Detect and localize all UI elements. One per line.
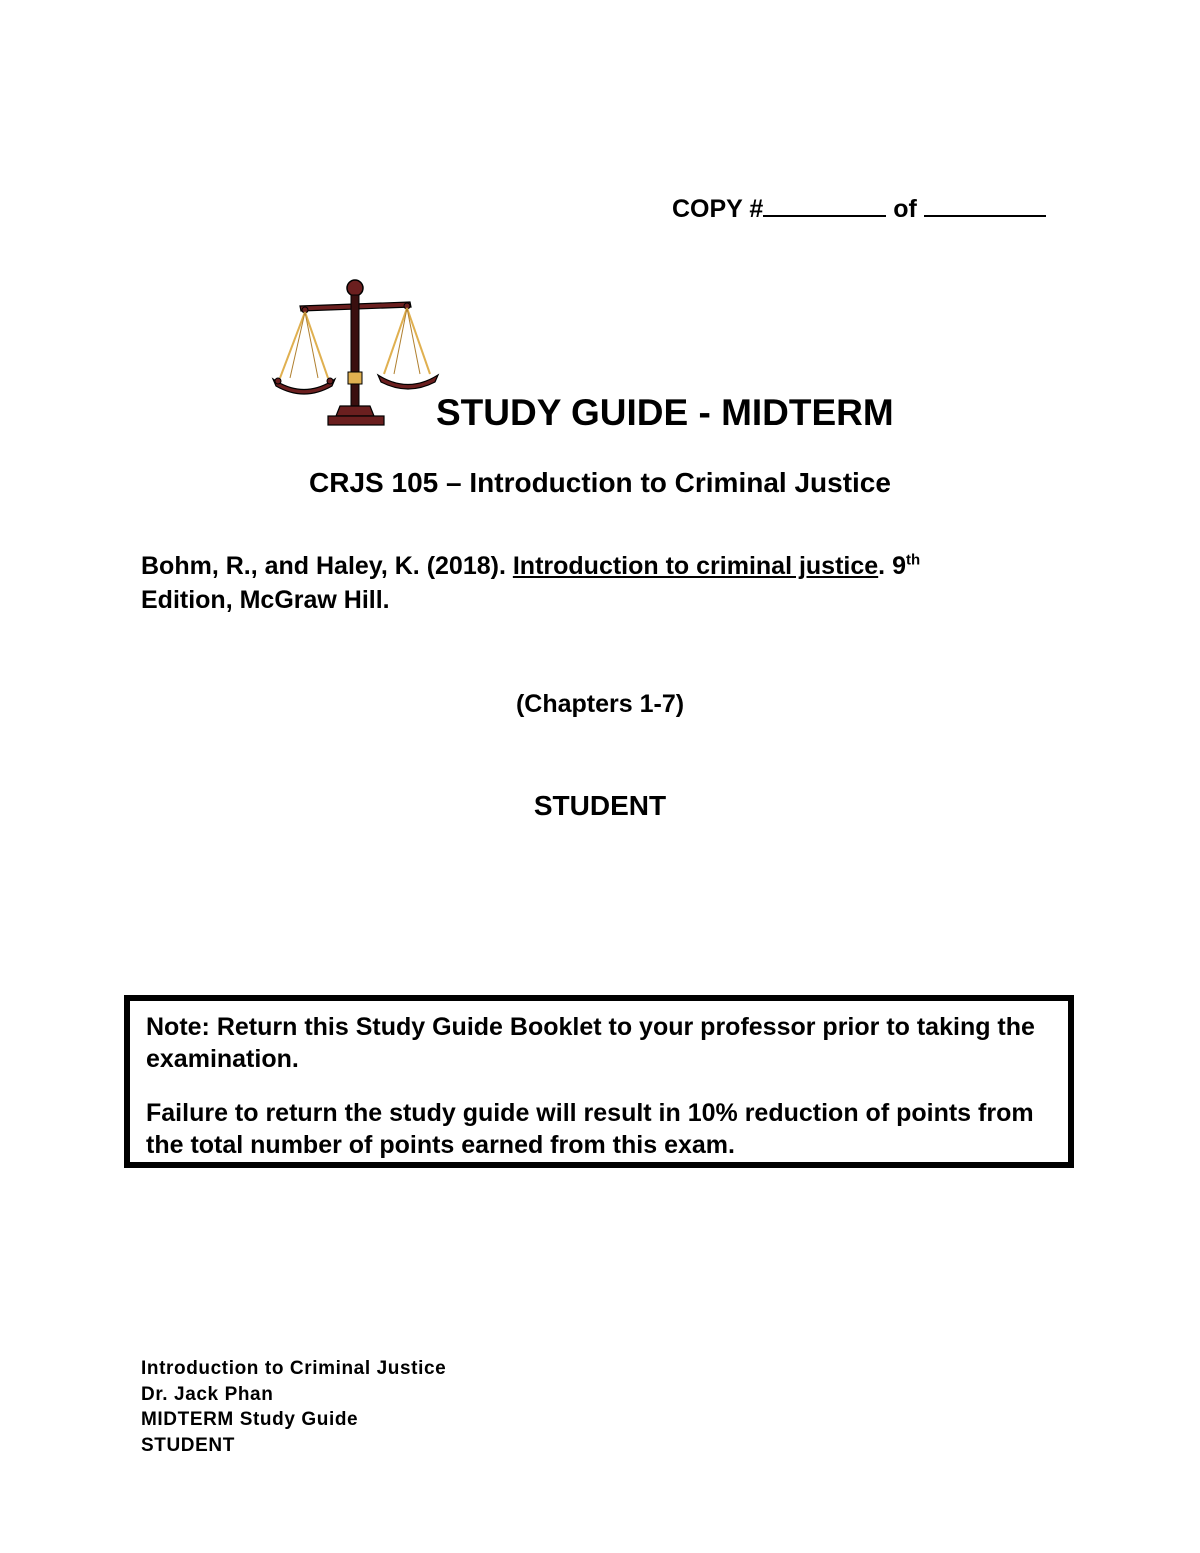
- copy-of-label: of: [886, 195, 924, 223]
- copy-total-blank: [924, 193, 1046, 217]
- scales-of-justice-icon: [270, 278, 442, 430]
- copy-number-line: [672, 193, 1046, 224]
- textbook-citation: [141, 549, 920, 617]
- note-penalty-warning: Failure to return the study guide will result in 10% reduction of points from the total number of points earned from this exam.: [146, 1099, 1034, 1159]
- citation-authors: Bohm, R., and Haley, K. (2018).: [141, 552, 513, 580]
- citation-line-1: [141, 549, 920, 583]
- citation-edition-number: . 9: [878, 552, 906, 580]
- note-box: [124, 995, 1074, 1168]
- copy-number-blank: [763, 193, 886, 217]
- citation-book-title: Introduction to criminal justice: [512, 552, 879, 580]
- chapters-range: (Chapters 1-7): [515, 690, 685, 718]
- footer-course: Introduction to Criminal Justice: [141, 1358, 447, 1379]
- audience-label: STUDENT: [533, 790, 667, 821]
- footer-document-type: MIDTERM Study Guide: [141, 1409, 359, 1430]
- footer-instructor: Dr. Jack Phan: [141, 1383, 274, 1405]
- note-return-instruction: Note: Return this Study Guide Booklet to your professor prior to taking the examination.: [146, 1013, 1035, 1073]
- document-footer: [141, 1356, 446, 1458]
- course-heading: CRJS 105 – Introduction to Criminal Justice: [309, 467, 891, 498]
- citation-line-2: Edition, McGraw Hill.: [141, 586, 390, 614]
- footer-audience: STUDENT: [141, 1434, 235, 1456]
- copy-label: COPY #: [672, 195, 764, 223]
- citation-edition-suffix: th: [905, 551, 921, 569]
- page-title: STUDY GUIDE - MIDTERM: [436, 392, 894, 433]
